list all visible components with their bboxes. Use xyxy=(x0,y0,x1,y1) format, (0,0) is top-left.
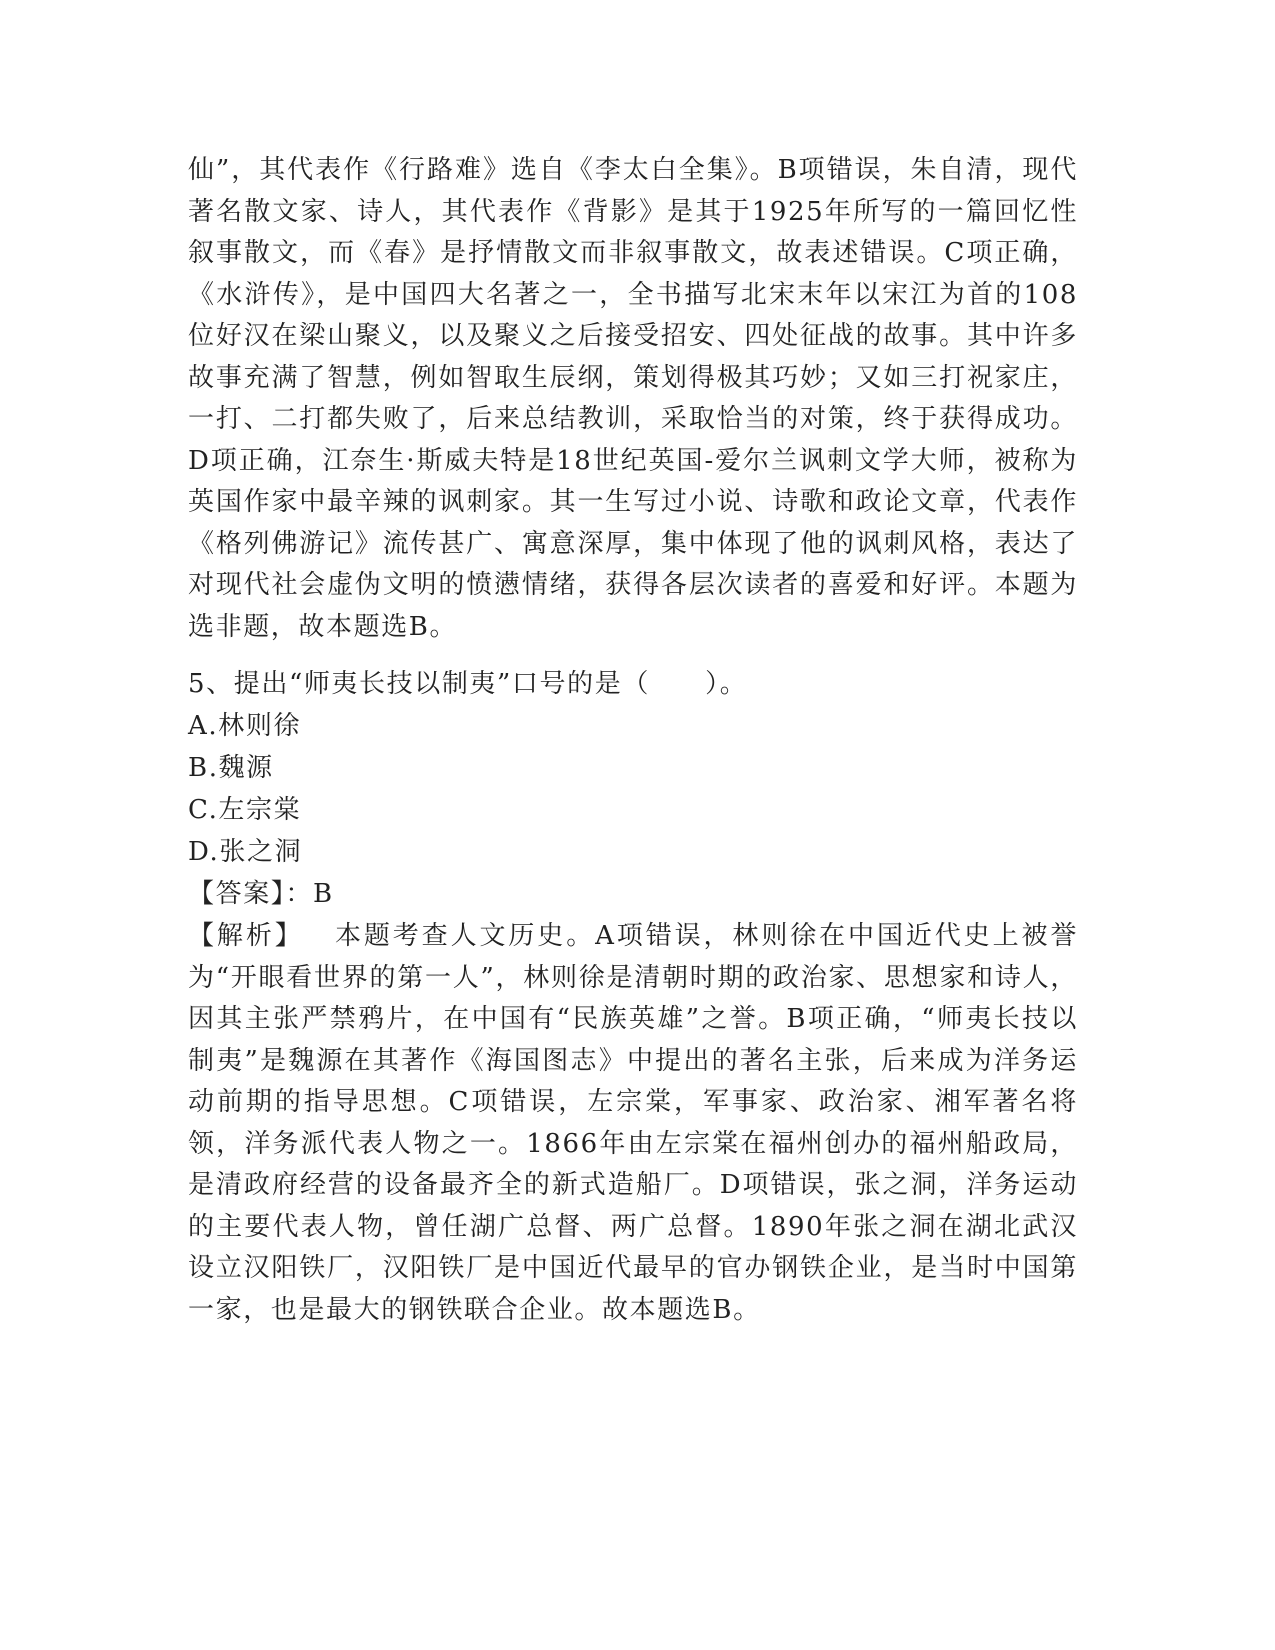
answer-line: 【答案】：B xyxy=(188,879,334,909)
previous-explanation-text: 仙”，其代表作《行路难》选自《李太白全集》。B项错误，朱自清，现代著名散文家、诗人，其代表作《背影》是其于1925年所写的一篇回忆性叙事散文，而《春》是抒情散文而非叙事散文，故表述错误。C项正确，《水浒传》，是中国四大名著之一，全书描写北宋末年以宋江为首的108位好汉在梁山聚义，以及聚义之后接受招安、四处征战的故事。其中许多故事充满了智慧，例如智取生辰纲，策划得极其巧妙；又如三打祝家庄，一打、二打都失败了，后来总结教训，采取恰当的对策，终于获得成功。D项正确，江奈生·斯威夫特是18世纪英国-爱尔兰讽刺文学大师，被称为英国作家中最辛辣的讽刺家。其一生写过小说、诗歌和政论文章，代表作《格列佛游记》流传甚广、寓意深厚，集中体现了他的讽刺风格，表达了对现代社会虚伪文明的愤懑情绪，获得各层次读者的喜爱和好评。本题为选非题，故本题选B。 xyxy=(188,155,1078,642)
option-b: B.魏源 xyxy=(188,753,274,783)
option-c: C.左宗棠 xyxy=(188,795,302,825)
question-stem: 5、提出“师夷长技以制夷”口号的是（ ）。 xyxy=(188,669,748,699)
option-a: A.林则徐 xyxy=(188,711,302,741)
analysis-block xyxy=(188,916,1078,1331)
analysis-text: 本题考查人文历史。A项错误，林则徐在中国近代史上被誉为“开眼看世界的第一人”，林则徐是清朝时期的政治家、思想家和诗人，因其主张严禁鸦片，在中国有“民族英雄”之誉。B项正确，“师夷长技以制夷”是魏源在其著作《海国图志》中提出的著名主张，后来成为洋务运动前期的指导思想。C项错误，左宗棠，军事家、政治家、湘军著名将领，洋务派代表人物之一。1866年由左宗棠在福州创办的福州船政局，是清政府经营的设备最齐全的新式造船厂。D项错误，张之洞，洋务运动的主要代表人物，曾任湖广总督、两广总督。1890年张之洞在湖北武汉设立汉阳铁厂，汉阳铁厂是中国近代最早的官办钢铁企业，是当时中国第一家，也是最大的钢铁联合企业。故本题选B。 xyxy=(188,921,1078,1325)
analysis-label: 【解析】 xyxy=(188,921,304,951)
option-d: D.张之洞 xyxy=(188,837,303,867)
